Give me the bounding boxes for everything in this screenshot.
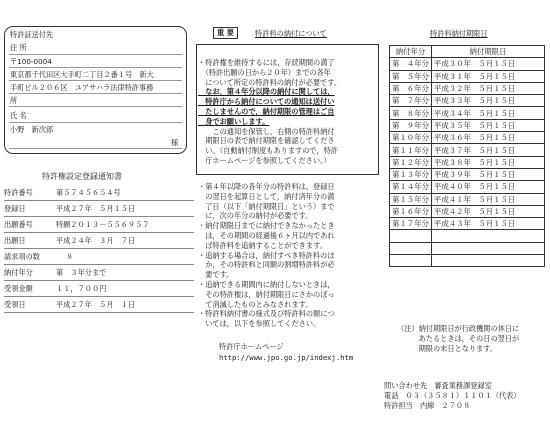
year-cell — [390, 242, 432, 254]
table-row — [390, 95, 545, 107]
date-cell: 平成３４年 ５月１５日 — [431, 107, 544, 119]
year-cell: 第１３年分 — [390, 168, 432, 180]
table-header-row — [390, 46, 545, 58]
text-line: ・特許権を維持するには，存続期間の満了 — [198, 58, 335, 67]
address-box — [4, 26, 187, 154]
year-cell: 第 ８年分 — [390, 107, 432, 119]
fee-table-title: 特許料納付期限日 — [430, 29, 488, 38]
column-header: 納付期限日 — [431, 46, 544, 58]
info-row — [4, 185, 194, 201]
text-line: 要です。 — [198, 270, 234, 280]
info-row — [4, 249, 194, 265]
text-line: 期限の末日となります。 — [397, 343, 498, 353]
text-line: あたるときは，その日の翌日が — [397, 333, 520, 343]
info-label: 請求項の数 — [4, 252, 40, 261]
date-cell — [431, 242, 544, 254]
table-row — [390, 181, 545, 193]
text-line: その特許権は，納付期限日にさかのぼっ — [198, 289, 335, 299]
date-cell: 平成３７年 ５月１５日 — [431, 144, 544, 156]
year-cell: 第１４年分 — [390, 181, 432, 193]
info-value: １１，７００円 — [56, 284, 107, 293]
text-line: か，その特許料と同額の割増特許料が必 — [198, 260, 335, 270]
table-row — [390, 156, 545, 168]
text-line: ・第４年以降の各年分の特許料は，登録日 — [198, 182, 335, 191]
date-cell: 平成３９年 ５月１５日 — [431, 168, 544, 180]
address-heading: 特許証送付先 — [10, 30, 54, 39]
text-line: （注）納付期限日が行政機関の休日に — [397, 324, 520, 333]
text-line: ・特許料納付書の様式及び特許料の額につ — [198, 309, 335, 319]
year-cell: 第 ７年分 — [390, 95, 432, 107]
notice-paragraph-2 — [198, 182, 335, 329]
table-row — [390, 218, 545, 230]
fee-deadline-table — [389, 45, 545, 267]
registration-title: 特許権設定登録通知書 — [42, 172, 122, 181]
homepage-label: 特許庁ホームページ — [219, 342, 284, 351]
text-line: ・追納できる期間内に納付しないときは， — [198, 279, 335, 289]
info-row — [4, 201, 194, 217]
info-label: 納付年分 — [4, 268, 33, 277]
divider — [9, 67, 182, 68]
text-line: この通知を保管し，右側の特許料納付 — [198, 126, 335, 136]
info-row — [4, 265, 194, 281]
date-cell — [431, 230, 544, 242]
info-row — [4, 233, 194, 249]
text-line: 特許担当 内線 ２７０８ — [384, 400, 471, 410]
year-cell: 第１５年分 — [390, 193, 432, 205]
info-label: 特許番号 — [4, 188, 33, 197]
info-value: 平成２７年 ５月 １日 — [56, 300, 136, 309]
text-line: て消滅したものとみなされます。 — [198, 299, 313, 309]
info-value: 特願２０１３－５５６９５７ — [56, 220, 150, 229]
table-row — [390, 70, 545, 82]
text-line: なお，第４年分以降の納付に関しては， — [198, 87, 335, 97]
table-row — [390, 107, 545, 119]
year-cell: 第１７年分 — [390, 218, 432, 230]
text-line: ・追納する場合は，納付すべき特許料のほ — [198, 250, 335, 260]
table-row — [390, 119, 545, 131]
table-row — [390, 168, 545, 180]
year-cell: 第 ９年分 — [390, 119, 432, 131]
table-row — [390, 82, 545, 94]
info-value: 第５７４５６５４号 — [56, 188, 121, 197]
fee-table-note — [397, 324, 519, 353]
recipient-name: 小野 新次郎 — [10, 125, 54, 134]
date-cell: 平成４０年 ５月１５日 — [431, 181, 544, 193]
date-cell: 平成３５年 ５月１５日 — [431, 119, 544, 131]
year-cell: 第１２年分 — [390, 156, 432, 168]
year-cell: 第 ５年分 — [390, 70, 432, 82]
date-cell — [431, 255, 544, 267]
address-line-2: 手町ビル２０６区 ユアサハラ法律特許事務 — [10, 83, 154, 92]
postal-code: 〒100-0004 — [10, 57, 52, 66]
text-line: ば特許料を追納することができます。 — [198, 240, 327, 250]
divider — [9, 122, 182, 123]
address-line-1: 東京都千代田区大手町二丁目２番１号 新大 — [10, 70, 154, 79]
text-line: 了日（以下「納付期限日」という）まで — [198, 201, 335, 211]
text-line: は，その期間の経過後６ヶ月以内であれ — [198, 230, 335, 240]
table-row — [390, 193, 545, 205]
text-line: 期限日の表で納付期限を確認してくださ — [198, 136, 335, 146]
divider — [9, 54, 182, 55]
table-row — [390, 58, 545, 70]
date-cell: 平成３３年 ５月１５日 — [431, 95, 544, 107]
date-cell: 平成３０年 ５月１５日 — [431, 58, 544, 70]
date-cell: 平成３６年 ５月１５日 — [431, 132, 544, 144]
info-value: 平成２７年 ５月１５日 — [56, 204, 136, 213]
notice-paragraph-1 — [198, 58, 341, 166]
year-cell: 第１１年分 — [390, 144, 432, 156]
address-label: 住 所 — [10, 43, 27, 52]
info-value: 平成２４年 ３月 ７日 — [56, 236, 136, 245]
info-label: 出願日 — [4, 236, 26, 245]
text-line: 特許庁から納付についての通知は送付い — [198, 97, 335, 107]
year-cell — [390, 230, 432, 242]
date-cell: 平成３１年 ５月１５日 — [431, 70, 544, 82]
table-row — [390, 132, 545, 144]
table-row — [390, 205, 545, 217]
table-row — [390, 242, 545, 254]
text-line: 身でお願いします。 — [198, 116, 270, 126]
divider — [9, 148, 182, 149]
text-line: の翌日を起算日として，納付済年分の満 — [198, 191, 335, 201]
address-line-3: 所 — [10, 96, 18, 105]
year-cell: 第１６年分 — [390, 205, 432, 217]
year-cell — [390, 255, 432, 267]
date-cell: 平成４１年 ５月１５日 — [431, 193, 544, 205]
year-cell: 第 ４年分 — [390, 58, 432, 70]
text-line: 電話 ０３（３５８１）１１０１（代表） — [384, 390, 521, 400]
info-label: 登録日 — [4, 204, 26, 213]
table-row — [390, 144, 545, 156]
text-line: について所定の特許料の納付が必要です。 — [198, 77, 342, 87]
text-line: （特許出願の日から２０年）までの各年 — [198, 67, 331, 77]
info-label: 受領金額 — [4, 284, 33, 293]
text-line: たしませんので，納付期限の管理はご自 — [198, 106, 335, 116]
info-label: 受領日 — [4, 300, 26, 309]
table-row — [390, 255, 545, 267]
info-row — [4, 281, 194, 297]
info-row — [4, 217, 194, 233]
date-cell: 平成４２年 ５月１５日 — [431, 205, 544, 217]
table-row — [390, 230, 545, 242]
name-label: 氏 名 — [10, 111, 27, 120]
important-label: 重 要 — [213, 27, 238, 39]
date-cell: 平成４３年 ５月１５日 — [431, 218, 544, 230]
text-line: に，次の年分の納付が必要です。 — [198, 211, 313, 221]
year-cell: 第１０年分 — [390, 132, 432, 144]
text-line: ・納付期限日までに納付できなかったとき — [198, 221, 335, 231]
text-line: いては，以下を参照してください。 — [198, 319, 321, 329]
text-line: 問い合わせ先 審査業務課登録室 — [384, 381, 492, 390]
text-line: 庁ホームページを参照してください。） — [198, 155, 331, 165]
homepage-url[interactable]: http://www.jpo.go.jp/indexj.htm — [219, 353, 354, 362]
info-row — [4, 297, 194, 313]
honorific: 様 — [171, 138, 179, 147]
text-line: い。（自動納付制度もありますので，特許 — [198, 146, 339, 156]
contact-info — [384, 381, 521, 410]
divider — [9, 93, 182, 94]
info-label: 出願番号 — [4, 220, 33, 229]
date-cell: 平成３２年 ５月１５日 — [431, 82, 544, 94]
divider — [9, 106, 182, 107]
info-value: ８ — [66, 252, 74, 261]
year-cell: 第 ６年分 — [390, 82, 432, 94]
info-value: 第 ３年分まで — [56, 268, 107, 277]
date-cell: 平成３８年 ５月１５日 — [431, 156, 544, 168]
column-header: 納付年分 — [390, 46, 432, 58]
notice-title: 特許料の納付について — [255, 29, 327, 38]
divider — [9, 80, 182, 81]
